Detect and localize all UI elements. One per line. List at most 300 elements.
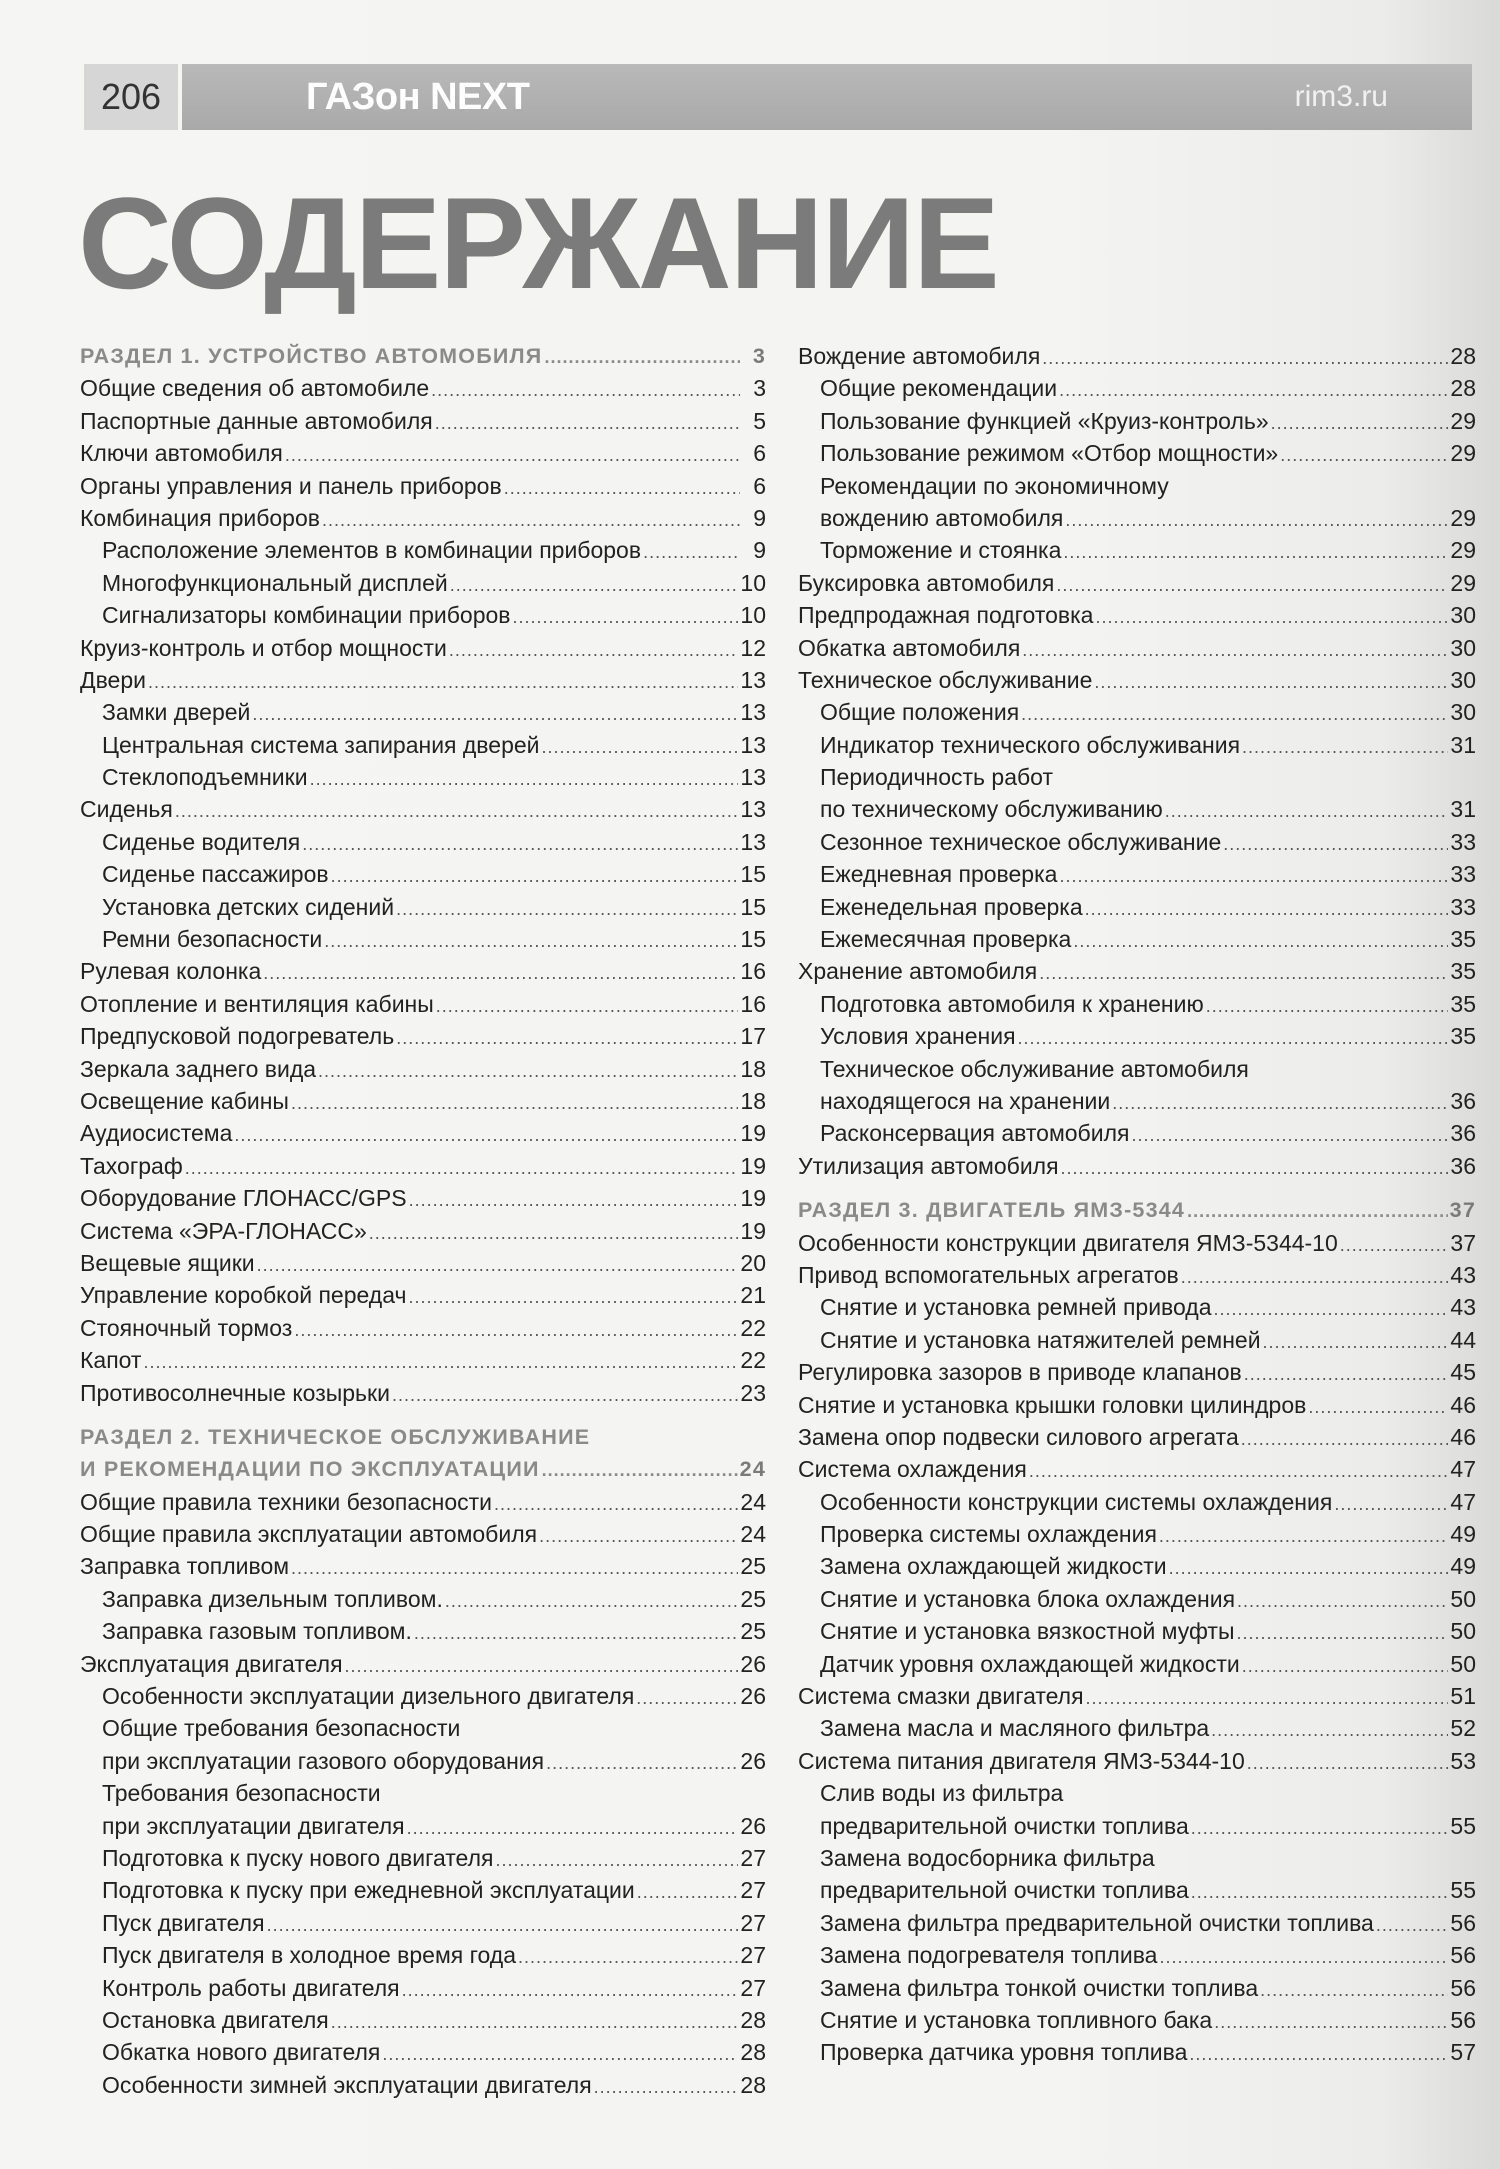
toc-entry-page: 28 xyxy=(1450,375,1476,402)
toc-entry-page: 24 xyxy=(740,1521,766,1548)
toc-entry xyxy=(798,1053,1476,1085)
toc-entry xyxy=(798,1117,1476,1149)
toc-entry xyxy=(80,1312,766,1344)
toc-entry-page: 3 xyxy=(752,344,766,368)
toc-entry-title: находящегося на хранении xyxy=(820,1087,1111,1114)
toc-entry-page: 27 xyxy=(740,1877,766,1904)
toc-entry-page: 43 xyxy=(1450,1294,1476,1321)
dot-leader xyxy=(234,1119,738,1151)
toc-entry-title: Зеркала заднего вида xyxy=(80,1055,317,1082)
toc-entry xyxy=(80,1810,766,1842)
toc-entry xyxy=(798,664,1476,696)
dot-leader xyxy=(542,731,739,763)
toc-entry-page: 36 xyxy=(1450,1120,1476,1147)
dot-leader xyxy=(1131,1119,1448,1151)
toc-entry-title: Общие рекомендации xyxy=(820,375,1058,402)
dot-leader xyxy=(1029,1455,1449,1487)
toc-entry xyxy=(80,470,766,502)
toc-entry xyxy=(798,2004,1476,2036)
toc-entry-page: 36 xyxy=(1450,1087,1476,1114)
toc-entry-title: Сиденье пассажиров xyxy=(102,861,329,888)
toc-entry-title: Аудиосистема xyxy=(80,1120,233,1147)
toc-entry-title: Пуск двигателя в холодное время года xyxy=(102,1942,516,1969)
toc-entry-title: Общие сведения об автомобиле xyxy=(80,375,430,402)
toc-entry-title: Снятие и установка топливного бака xyxy=(820,2006,1213,2033)
toc-entry xyxy=(80,2004,766,2036)
dot-leader xyxy=(1376,1909,1449,1941)
toc-entry-title: Система охлаждения xyxy=(798,1456,1027,1483)
dot-leader xyxy=(445,1585,739,1617)
toc-entry xyxy=(80,372,766,404)
toc-entry xyxy=(80,955,766,987)
toc-entry-page: 33 xyxy=(1450,861,1476,888)
toc-entry xyxy=(80,502,766,534)
toc-entry-title: Торможение и стоянка xyxy=(820,537,1062,564)
dot-leader xyxy=(1169,1552,1449,1584)
toc-entry-title: Замки дверей xyxy=(102,699,251,726)
dot-leader xyxy=(1206,990,1449,1022)
dot-leader xyxy=(143,1346,738,1378)
site-label: rim3.ru xyxy=(1294,80,1388,113)
toc-entry-title: Рекомендации по экономичному xyxy=(820,472,1169,499)
toc-entry-page: 28 xyxy=(740,2039,766,2066)
toc-entry xyxy=(798,826,1476,858)
toc-entry xyxy=(798,1810,1476,1842)
toc-entry-title: Особенности конструкции двигателя ЯМЗ-5344-10 xyxy=(798,1229,1338,1256)
dot-leader xyxy=(1340,1229,1449,1261)
dot-leader xyxy=(285,439,740,471)
toc-entry xyxy=(80,437,766,469)
toc-entry-page: 19 xyxy=(740,1217,766,1244)
toc-entry-title: Общие положения xyxy=(820,699,1020,726)
toc-entry-title: И РЕКОМЕНДАЦИИ ПО ЭКСПЛУАТАЦИИ xyxy=(80,1457,540,1482)
toc-entry xyxy=(798,1453,1476,1485)
toc-entry xyxy=(798,891,1476,923)
toc-entry xyxy=(80,567,766,599)
dot-leader xyxy=(636,1682,738,1714)
toc-entry xyxy=(798,502,1476,534)
toc-entry-title: РАЗДЕЛ 1. УСТРОЙСТВО АВТОМОБИЛЯ xyxy=(80,344,543,368)
dot-leader xyxy=(1223,828,1448,860)
toc-entry-page: 19 xyxy=(740,1120,766,1147)
toc-entry-page: 56 xyxy=(1450,1942,1476,1969)
toc-entry-title: вождению автомобиля xyxy=(820,504,1064,531)
toc-entry-page: 28 xyxy=(740,2071,766,2098)
toc-entry-title: Особенности эксплуатации дизельного двигателя xyxy=(102,1683,635,1710)
toc-entry xyxy=(80,599,766,631)
dot-leader xyxy=(1237,1585,1448,1617)
toc-entry-page: 47 xyxy=(1450,1488,1476,1515)
toc-entry-title: Регулировка зазоров в приводе клапанов xyxy=(798,1359,1242,1386)
toc-entry-title: Центральная система запирания дверей xyxy=(102,731,540,758)
toc-entry-page: 25 xyxy=(740,1553,766,1580)
dot-leader xyxy=(318,1055,738,1087)
toc-entry xyxy=(80,1182,766,1214)
toc-entry-title: Сиденье водителя xyxy=(102,828,301,855)
toc-entry xyxy=(80,1053,766,1085)
toc-entry-title: Освещение кабины xyxy=(80,1087,289,1114)
toc-entry-title: Замена подогревателя топлива xyxy=(820,1942,1158,1969)
toc-entry-page: 29 xyxy=(1450,569,1476,596)
toc-entry-title: Общие правила техники безопасности xyxy=(80,1488,493,1515)
toc-entry-title: Обкатка автомобиля xyxy=(798,634,1021,661)
toc-entry xyxy=(798,1227,1476,1259)
dot-leader xyxy=(1061,1152,1449,1184)
toc-entry xyxy=(798,1874,1476,1906)
toc-entry-title: Проверка системы охлаждения xyxy=(820,1521,1157,1548)
toc-entry-page: 44 xyxy=(1450,1326,1476,1353)
toc-entry-page: 30 xyxy=(1450,602,1476,629)
dot-leader xyxy=(1159,1941,1448,1973)
toc-entry-page: 49 xyxy=(1450,1553,1476,1580)
toc-entry xyxy=(798,793,1476,825)
dot-leader xyxy=(1065,504,1448,536)
toc-entry xyxy=(80,1518,766,1550)
toc-entry xyxy=(80,1777,766,1809)
toc-entry xyxy=(798,1939,1476,1971)
toc-entry-title: Контроль работы двигателя xyxy=(102,1974,400,2001)
toc-entry-page: 12 xyxy=(740,634,766,661)
toc-entry xyxy=(80,1874,766,1906)
dot-leader xyxy=(1191,1812,1449,1844)
toc-entry-title: Датчик уровня охлаждающей жидкости xyxy=(820,1650,1240,1677)
toc-entry xyxy=(798,1259,1476,1291)
toc-entry xyxy=(80,2069,766,2101)
toc-entry xyxy=(80,793,766,825)
toc-entry-title: Расположение элементов в комбинации приборов xyxy=(102,537,642,564)
toc-entry-title: Снятие и установка ремней привода xyxy=(820,1294,1212,1321)
toc-entry-page: 55 xyxy=(1450,1877,1476,1904)
toc-entry-page: 50 xyxy=(1450,1650,1476,1677)
toc-entry xyxy=(798,1085,1476,1117)
toc-entry xyxy=(80,729,766,761)
toc-entry-page: 46 xyxy=(1450,1391,1476,1418)
dot-leader xyxy=(257,1249,739,1281)
toc-entry-title: Подготовка к пуску при ежедневной эксплуатации xyxy=(102,1877,635,1904)
toc-entry-title: предварительной очистки топлива xyxy=(820,1877,1189,1904)
toc-section-heading xyxy=(80,1453,766,1485)
toc-entry-page: 9 xyxy=(753,504,766,531)
toc-entry-page: 20 xyxy=(740,1249,766,1276)
toc-entry-title: Замена фильтра тонкой очистки топлива xyxy=(820,1974,1259,2001)
toc-entry-title: Общие правила эксплуатации автомобиля xyxy=(80,1521,538,1548)
dot-leader xyxy=(431,374,740,406)
toc-entry-title: Управление коробкой передач xyxy=(80,1282,407,1309)
toc-entry-page: 16 xyxy=(740,958,766,985)
page-title: СОДЕРЖАНИЕ xyxy=(78,170,998,316)
dot-leader xyxy=(1280,439,1448,471)
toc-entry-page: 35 xyxy=(1450,926,1476,953)
toc-entry-title: Тахограф xyxy=(80,1152,183,1179)
toc-entry-title: Ежемесячная проверка xyxy=(820,926,1072,953)
page-number: 206 xyxy=(84,64,178,130)
toc-entry xyxy=(80,891,766,923)
toc-entry-title: Замена охлаждающей жидкости xyxy=(820,1553,1167,1580)
toc-entry xyxy=(80,1085,766,1117)
dot-leader xyxy=(1214,2006,1448,2038)
dot-leader xyxy=(1263,1326,1449,1358)
toc-entry-title: Рулевая колонка xyxy=(80,958,262,985)
dot-leader xyxy=(637,1876,739,1908)
toc-entry xyxy=(80,1745,766,1777)
toc-entry-title: Расконсервация автомобиля xyxy=(820,1120,1130,1147)
toc-entry-title: Многофункциональный дисплей xyxy=(102,569,448,596)
toc-entry xyxy=(80,1842,766,1874)
toc-entry-page: 13 xyxy=(740,828,766,855)
toc-entry xyxy=(798,955,1476,987)
toc-entry xyxy=(798,1356,1476,1388)
toc-entry-page: 50 xyxy=(1450,1585,1476,1612)
dot-leader xyxy=(435,407,740,439)
toc-entry-title: Заправка топливом xyxy=(80,1553,290,1580)
dot-leader xyxy=(252,698,738,730)
toc-entry-title: Индикатор технического обслуживания xyxy=(820,731,1241,758)
toc-entry-title: РАЗДЕЛ 3. ДВИГАТЕЛЬ ЯМЗ-5344 xyxy=(798,1198,1186,1223)
toc-entry-page: 10 xyxy=(740,569,766,596)
toc-entry xyxy=(798,599,1476,631)
toc-entry-page: 28 xyxy=(740,2006,766,2033)
toc-entry-title: Паспортные данные автомобиля xyxy=(80,407,433,434)
toc-entry xyxy=(80,858,766,890)
toc-entry-title: Заправка дизельным топливом. xyxy=(102,1585,443,1612)
toc-entry-page: 36 xyxy=(1450,1152,1476,1179)
toc-entry-page: 31 xyxy=(1450,796,1476,823)
toc-entry-page: 53 xyxy=(1450,1747,1476,1774)
toc-entry-page: 26 xyxy=(740,1747,766,1774)
toc-entry xyxy=(798,1020,1476,1052)
dot-leader xyxy=(1039,957,1448,989)
toc-entry-page: 13 xyxy=(740,796,766,823)
toc-entry-title: Сезонное техническое обслуживание xyxy=(820,828,1222,855)
dot-leader xyxy=(148,666,738,698)
toc-entry-title: Заправка газовым топливом. xyxy=(102,1618,412,1645)
dot-leader xyxy=(331,860,739,892)
toc-entry-title: Установка детских сидений xyxy=(102,893,395,920)
toc-entry-page: 29 xyxy=(1450,537,1476,564)
toc-entry-page: 47 xyxy=(1450,1456,1476,1483)
toc-entry-title: Еженедельная проверка xyxy=(820,893,1083,920)
toc-entry-title: Двери xyxy=(80,666,146,693)
dot-leader xyxy=(1214,1293,1449,1325)
toc-entry-title: Вещевые ящики xyxy=(80,1249,255,1276)
toc-entry-title: Замена водосборника фильтра xyxy=(820,1844,1155,1871)
toc-entry xyxy=(80,1344,766,1376)
toc-entry-page: 27 xyxy=(740,1844,766,1871)
toc-entry-title: Замена фильтра предварительной очистки топлива xyxy=(820,1909,1374,1936)
dot-leader xyxy=(643,536,740,568)
toc-entry-title: при эксплуатации газового оборудования xyxy=(102,1747,545,1774)
dot-leader xyxy=(414,1617,739,1649)
toc-entry-title: Буксировка автомобиля xyxy=(798,569,1055,596)
toc-entry-title: Пользование функцией «Круиз-контроль» xyxy=(820,407,1269,434)
toc-entry xyxy=(798,2036,1476,2068)
dot-leader xyxy=(267,1909,739,1941)
toc-entry xyxy=(798,988,1476,1020)
toc-column-left xyxy=(80,340,766,2101)
toc-entry xyxy=(80,1972,766,2004)
toc-entry-page: 30 xyxy=(1450,699,1476,726)
dot-leader xyxy=(546,1747,738,1779)
toc-entry-page: 55 xyxy=(1450,1812,1476,1839)
toc-entry-page: 13 xyxy=(740,699,766,726)
toc-entry xyxy=(798,1907,1476,1939)
toc-section-heading xyxy=(80,340,766,372)
toc-entry xyxy=(80,1150,766,1182)
toc-entry xyxy=(80,534,766,566)
toc-entry xyxy=(798,1615,1476,1647)
toc-entry xyxy=(798,1972,1476,2004)
toc-entry-title: Пуск двигателя xyxy=(102,1909,265,1936)
toc-entry xyxy=(80,1648,766,1680)
toc-entry-page: 35 xyxy=(1450,990,1476,1017)
dot-leader xyxy=(1242,1650,1449,1682)
toc-entry-title: Оборудование ГЛОНАСС/GPS xyxy=(80,1185,407,1212)
toc-entry-title: Органы управления и панель приборов xyxy=(80,472,502,499)
toc-entry-title: Слив воды из фильтра xyxy=(820,1780,1064,1807)
dot-leader xyxy=(542,1454,738,1486)
dot-leader xyxy=(1271,407,1449,439)
toc-entry-page: 22 xyxy=(740,1347,766,1374)
toc-entry-page: 15 xyxy=(740,893,766,920)
toc-entry-title: Ежедневная проверка xyxy=(820,861,1058,888)
toc-entry-page: 30 xyxy=(1450,666,1476,693)
toc-entry xyxy=(798,1518,1476,1550)
toc-entry-title: Снятие и установка натяжителей ремней xyxy=(820,1326,1261,1353)
toc-entry-page: 43 xyxy=(1450,1261,1476,1288)
toc-entry xyxy=(798,1777,1476,1809)
toc-entry xyxy=(798,923,1476,955)
toc-entry-page: 26 xyxy=(740,1812,766,1839)
dot-leader xyxy=(1244,1358,1449,1390)
toc-entry-title: Комбинация приборов xyxy=(80,504,320,531)
dot-leader xyxy=(185,1152,739,1184)
toc-entry-title: Подготовка к пуску нового двигателя xyxy=(102,1844,494,1871)
dot-leader xyxy=(322,504,740,536)
dot-leader xyxy=(1187,1195,1448,1227)
dot-leader xyxy=(1021,698,1448,730)
toc-entry-page: 27 xyxy=(740,1942,766,1969)
toc-entry-page: 49 xyxy=(1450,1521,1476,1548)
toc-entry-page: 30 xyxy=(1450,634,1476,661)
toc-entry-title: Ключи автомобиля xyxy=(80,440,283,467)
toc-entry-title: по техническому обслуживанию xyxy=(820,796,1163,823)
toc-entry xyxy=(798,1421,1476,1453)
toc-entry xyxy=(80,1712,766,1744)
toc-entry-page: 46 xyxy=(1450,1423,1476,1450)
toc-entry-title: Обкатка нового двигателя xyxy=(102,2039,381,2066)
toc-entry-title: Капот xyxy=(80,1347,142,1374)
dot-leader xyxy=(539,1520,738,1552)
dot-leader xyxy=(396,893,738,925)
toc-entry xyxy=(798,1680,1476,1712)
dot-leader xyxy=(1059,374,1448,406)
toc-entry xyxy=(80,1279,766,1311)
toc-entry-title: Хранение автомобиля xyxy=(798,958,1038,985)
toc-entry-page: 33 xyxy=(1450,893,1476,920)
toc-entry xyxy=(798,1648,1476,1680)
header-bar xyxy=(182,64,1472,130)
toc-entry xyxy=(80,988,766,1020)
toc-entry-page: 57 xyxy=(1450,2039,1476,2066)
toc-entry-title: Утилизация автомобиля xyxy=(798,1152,1059,1179)
toc-entry-title: Остановка двигателя xyxy=(102,2006,329,2033)
toc-entry-page: 3 xyxy=(753,375,766,402)
toc-entry-page: 19 xyxy=(740,1185,766,1212)
dot-leader xyxy=(1056,569,1448,601)
toc-entry xyxy=(798,1291,1476,1323)
dot-leader xyxy=(1241,1423,1449,1455)
dot-leader xyxy=(518,1941,738,1973)
dot-leader xyxy=(436,990,739,1022)
toc-entry-page: 50 xyxy=(1450,1618,1476,1645)
dot-leader xyxy=(1042,342,1448,374)
toc-entry-title: Проверка датчика уровня топлива xyxy=(820,2039,1188,2066)
toc-entry-title: Ремни безопасности xyxy=(102,926,323,953)
toc-entry xyxy=(798,1486,1476,1518)
toc-entry xyxy=(798,632,1476,664)
toc-entry xyxy=(80,1020,766,1052)
toc-entry xyxy=(798,340,1476,372)
toc-entry-page: 45 xyxy=(1450,1359,1476,1386)
toc-entry-title: РАЗДЕЛ 2. ТЕХНИЧЕСКОЕ ОБСЛУЖИВАНИЕ xyxy=(80,1424,591,1449)
toc-entry xyxy=(798,696,1476,728)
toc-entry-page: 16 xyxy=(740,990,766,1017)
toc-entry-title: Стеклоподъемники xyxy=(102,764,308,791)
toc-entry-title: Общие требования безопасности xyxy=(102,1715,461,1742)
toc-entry-page: 56 xyxy=(1450,2006,1476,2033)
toc-entry-title: Круиз-контроль и отбор мощности xyxy=(80,634,447,661)
dot-leader xyxy=(1236,1617,1448,1649)
toc-entry xyxy=(80,1486,766,1518)
toc-entry-title: при эксплуатации двигателя xyxy=(102,1812,405,1839)
dot-leader xyxy=(1059,860,1448,892)
toc-entry-page: 37 xyxy=(1449,1198,1476,1223)
toc-entry-page: 35 xyxy=(1450,958,1476,985)
toc-entry xyxy=(798,1745,1476,1777)
toc-entry xyxy=(80,405,766,437)
toc-entry-title: Пользование режимом «Отбор мощности» xyxy=(820,440,1279,467)
dot-leader xyxy=(495,1844,738,1876)
dot-leader xyxy=(449,634,739,666)
toc-entry xyxy=(80,1550,766,1582)
toc-entry-page: 31 xyxy=(1450,731,1476,758)
toc-entry-page: 56 xyxy=(1450,1974,1476,2001)
toc-entry xyxy=(798,534,1476,566)
dot-leader xyxy=(1191,1876,1449,1908)
toc-entry-title: Стояночный тормоз xyxy=(80,1314,293,1341)
toc-entry-page: 5 xyxy=(753,407,766,434)
toc-entry-title: Замена масла и масляного фильтра xyxy=(820,1715,1210,1742)
toc-entry-page: 13 xyxy=(740,666,766,693)
toc-entry xyxy=(80,632,766,664)
toc-entry-page: 23 xyxy=(740,1379,766,1406)
toc-entry xyxy=(798,567,1476,599)
dot-leader xyxy=(382,2038,738,2070)
toc-entry-page: 9 xyxy=(753,537,766,564)
toc-entry-page: 15 xyxy=(740,861,766,888)
dot-leader xyxy=(1260,1974,1448,2006)
toc-entry xyxy=(798,1583,1476,1615)
toc-entry-title: Противосолнечные козырьки xyxy=(80,1379,390,1406)
toc-column-right xyxy=(798,340,1476,2069)
toc-entry xyxy=(80,1215,766,1247)
toc-entry-title: Замена опор подвески силового агрегата xyxy=(798,1423,1239,1450)
dot-leader xyxy=(1073,925,1448,957)
toc-entry-title: Подготовка автомобиля к хранению xyxy=(820,990,1204,1017)
toc-entry-title: Требования безопасности xyxy=(102,1780,381,1807)
toc-entry-title: Снятие и установка вязкостной муфты xyxy=(820,1618,1235,1645)
toc-entry-page: 17 xyxy=(740,1023,766,1050)
